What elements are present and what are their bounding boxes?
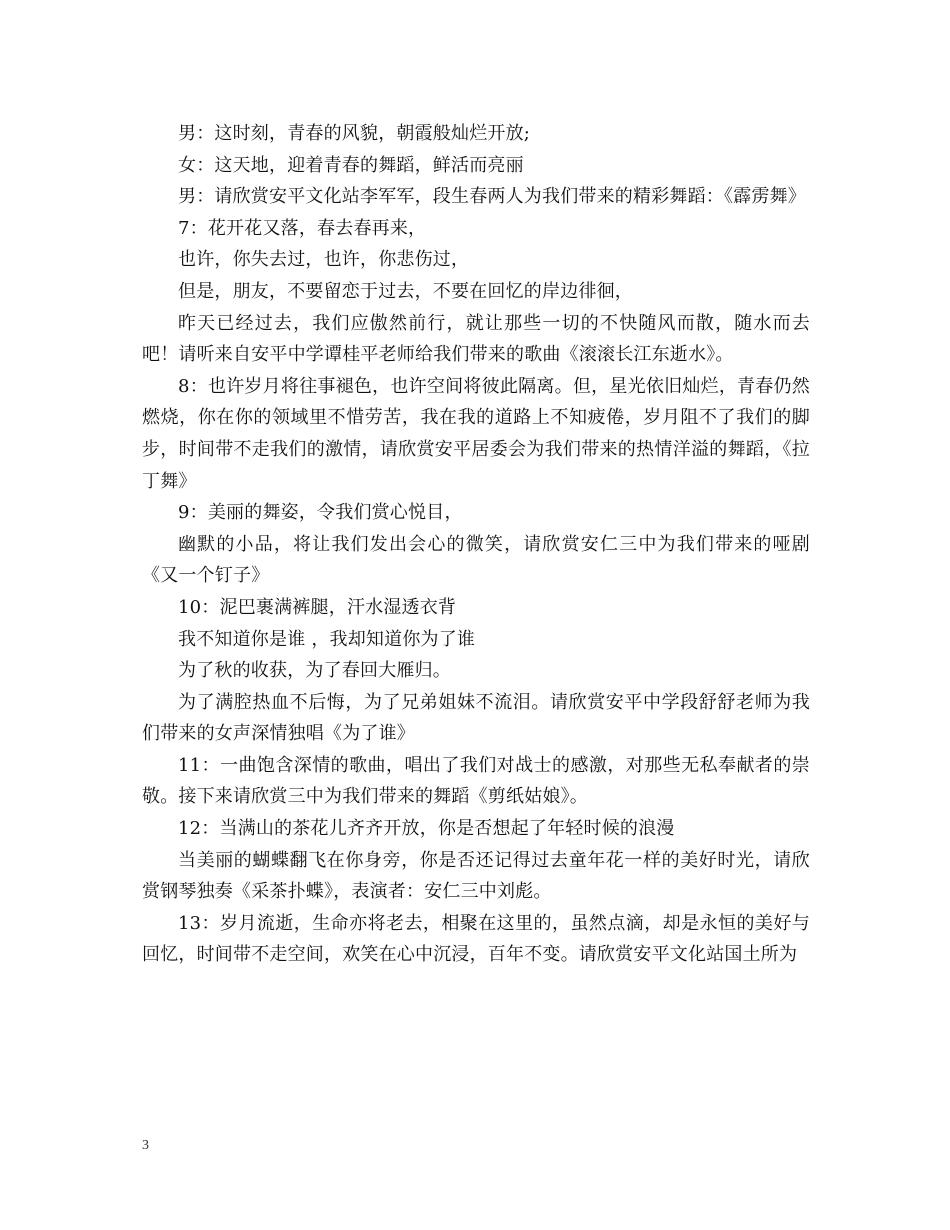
paragraph-6: 但是，朋友，不要留恋于过去，不要在回忆的岸边徘徊，	[178, 280, 633, 302]
paragraph-18: 13：岁月流逝，生命亦将老去，相聚在这里的，虽然点滴，却是永恒的美好与回忆，时间带不走空间，欢笑在心中沉浸，百年不变。请欣赏安平文化站国土所为	[142, 912, 810, 966]
paragraph-4: 7：花开花又落，春去春再来，	[178, 217, 427, 239]
paragraph-16: 12：当满山的茶花儿齐齐开放，你是否想起了年轻时候的浪漫	[178, 818, 675, 840]
paragraph-3: 男：请欣赏安平文化站李军军，段生春两人为我们带来的精彩舞蹈：《霹雳舞》	[178, 186, 806, 208]
paragraph-13: 为了秋的收获，为了春回大雁归。	[178, 660, 451, 682]
paragraph-2: 女：这天地，迎着青春的舞蹈，鲜活而亮丽	[178, 154, 524, 176]
paragraph-11: 10：泥巴裹满裤腿，汗水湿透衣背	[178, 596, 457, 618]
paragraph-15: 11：一曲饱含深情的歌曲，唱出了我们对战士的感激，对那些无私奉献者的崇敬。接下来请欣赏三中为我们带来的舞蹈《剪纸姑娘》。	[142, 754, 810, 808]
paragraph-12: 我不知道你是谁 ，我却知道你为了谁	[178, 628, 476, 650]
paragraph-5: 也许，你失去过，也许，你悲伤过，	[178, 249, 470, 271]
paragraph-7: 昨天已经过去，我们应傲然前行，就让那些一切的不快随风而散，随水而去吧！请听来自安平中学谭桂平老师给我们带来的歌曲《滚滚长江东逝水》。	[142, 312, 810, 366]
paragraph-1: 男：这时刻，青春的风貌，朝霞般灿烂开放;	[178, 123, 531, 144]
document-body	[142, 118, 810, 971]
paragraph-8: 8：也许岁月将往事褪色，也许空间将彼此隔离。但，星光依旧灿烂，青春仍然燃烧，你在你的领域里不惜劳苦，我在我的道路上不知疲倦，岁月阻不了我们的脚步，时间带不走我们的激情，请欣赏安平居委会为我们带来的热情洋溢的舞蹈，《拉丁舞》	[142, 375, 810, 492]
page-number: 3	[142, 1138, 149, 1153]
paragraph-17: 当美丽的蝴蝶翻飞在你身旁，你是否还记得过去童年花一样的美好时光，请欣赏钢琴独奏《采茶扑蝶》，表演者：安仁三中刘彪。	[142, 849, 810, 903]
paragraph-9: 9：美丽的舞姿，令我们赏心悦目，	[178, 502, 463, 524]
paragraph-14: 为了满腔热血不后悔，为了兄弟姐妹不流泪。请欣赏安平中学段舒舒老师为我们带来的女声深情独唱《为了谁》	[142, 691, 810, 745]
paragraph-10: 幽默的小品，将让我们发出会心的微笑，请欣赏安仁三中为我们带来的哑剧《又一个钉子》	[142, 533, 810, 587]
